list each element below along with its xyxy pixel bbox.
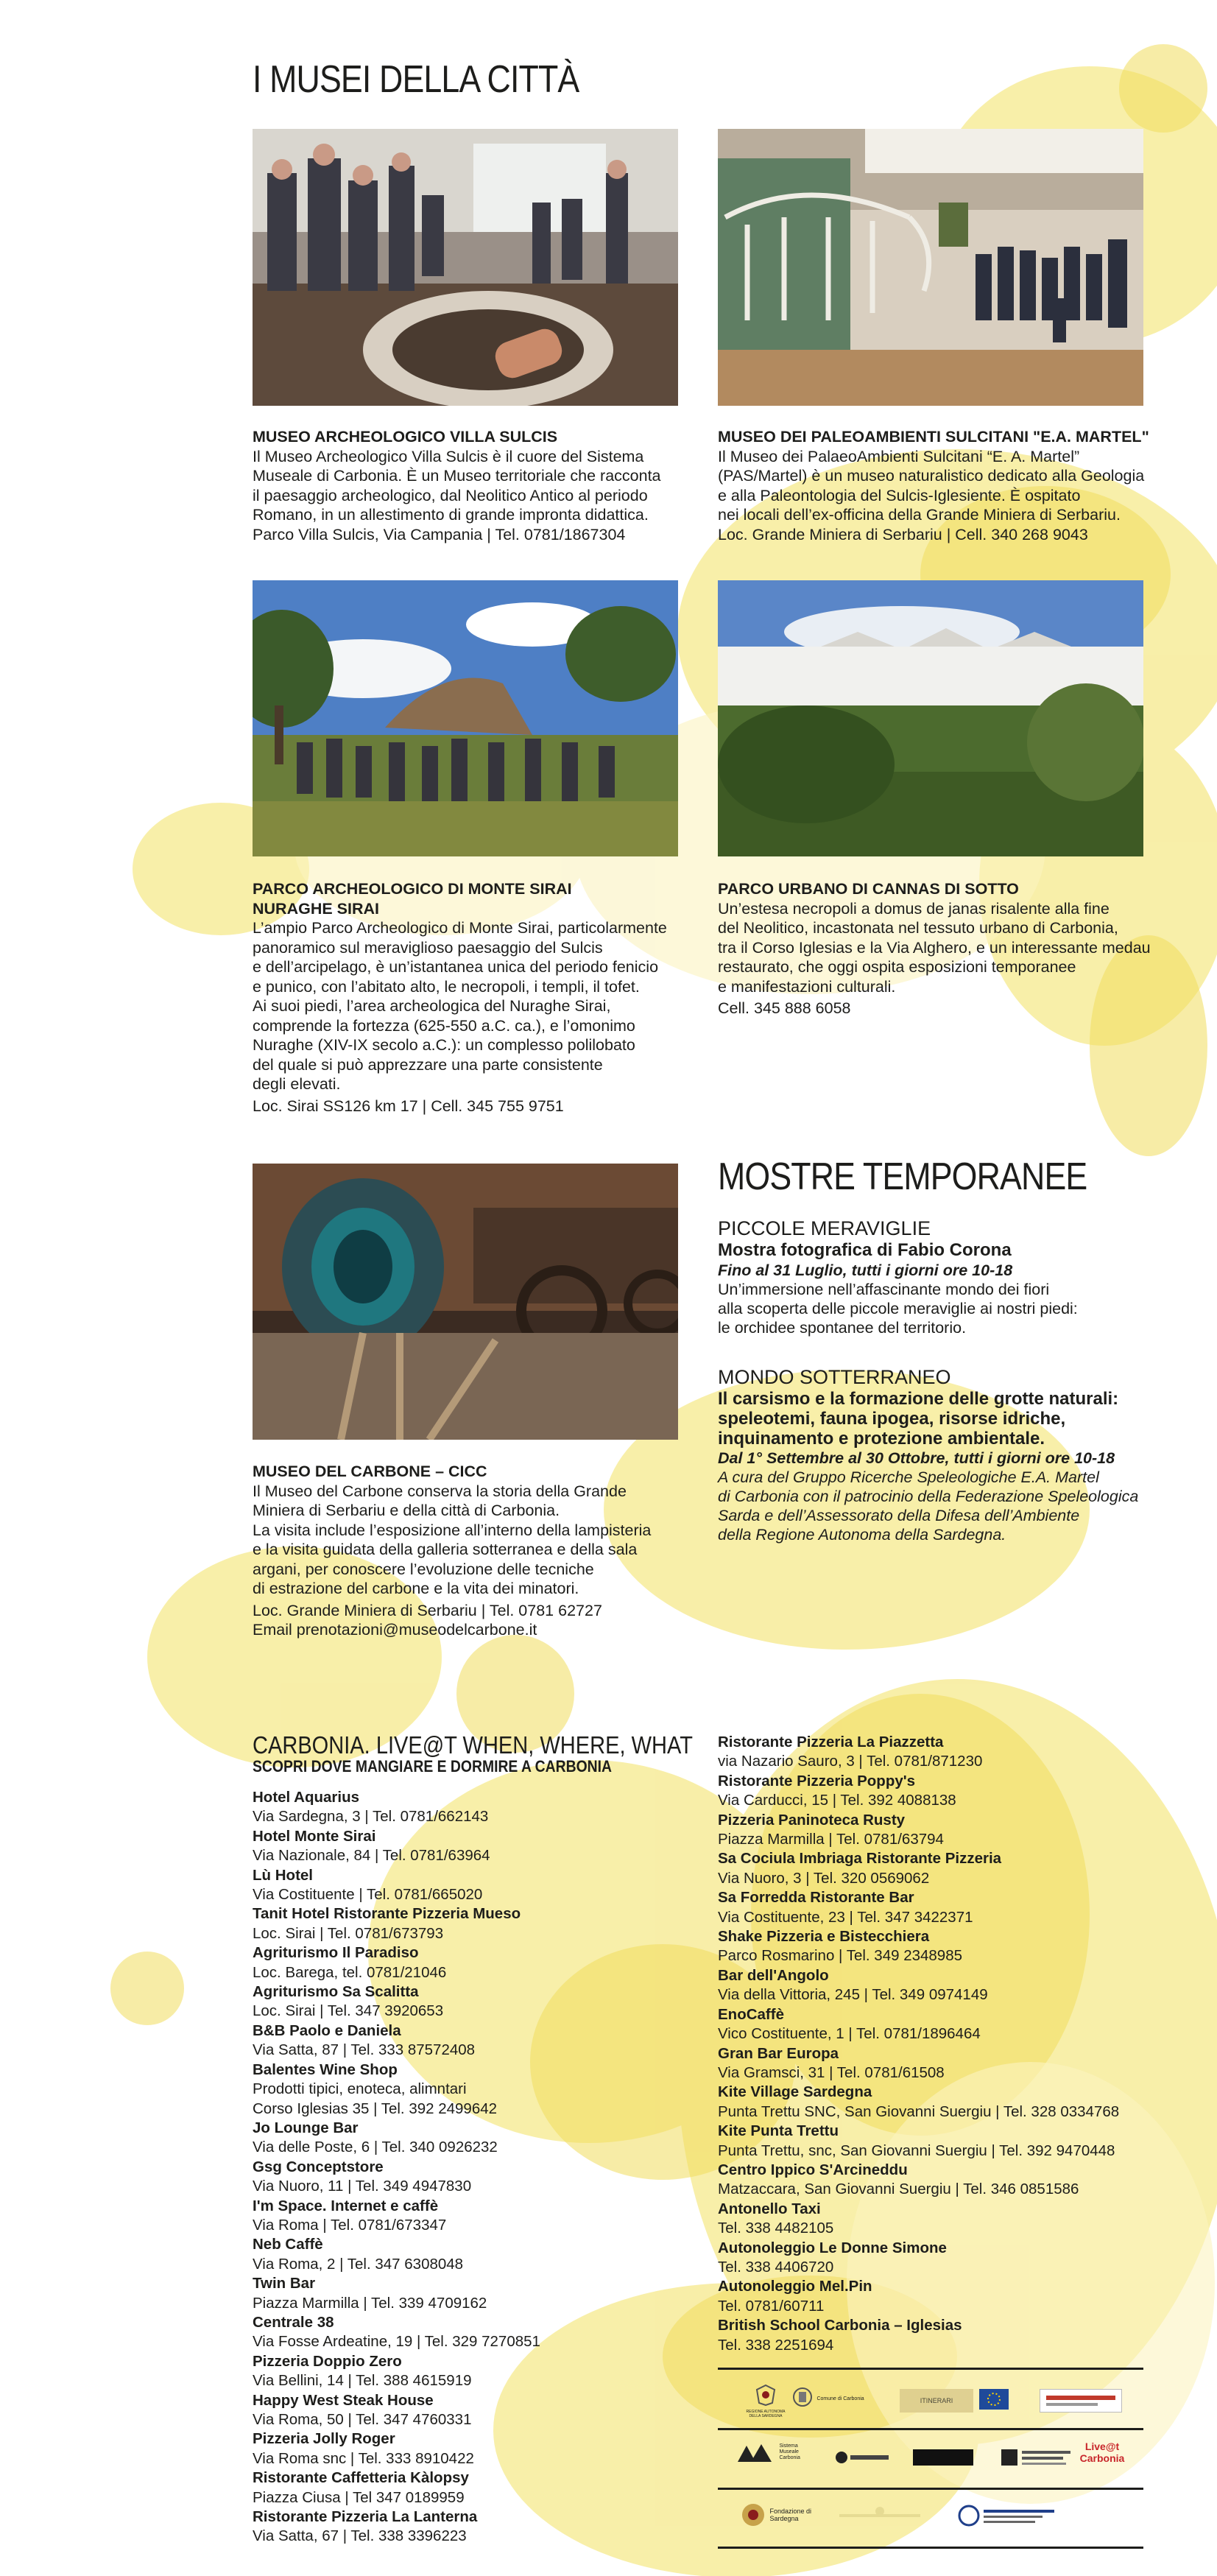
venue-info: Via Roma, 2 | Tel. 347 6308048 <box>253 2255 464 2273</box>
venue-name: Happy West Steak House <box>253 2391 434 2409</box>
museum-villa-sulcis <box>253 427 694 544</box>
venue-info: Matzaccara, San Giovanni Suergiu | Tel. 346 0851586 <box>718 2181 1079 2198</box>
partner-logo <box>839 2505 920 2527</box>
venue-name: Kite Village Sardegna <box>718 2083 872 2101</box>
venue-name: EnoCaffè <box>718 2005 784 2023</box>
venue-name: Agriturismo Il Paradiso <box>253 1944 419 1962</box>
museum-description: Il Museo del Carbone conserva la storia della Grande Miniera di Serbariu e della città di Carbonia. La visita include l’esposizione all’interno della lampisteria e la visita guidata della galleria sotterranea e della sala argani, per conoscere l’evoluzione delle tecniche di estrazione del carbone e la vita dei minatori. <box>253 1482 652 1597</box>
museum-title: MUSEO DEI PALEOAMBIENTI SULCITANI "E.A. MARTEL" <box>718 428 1149 446</box>
venue-name: Bar dell'Angolo <box>718 1966 829 1984</box>
museum-monte-sirai <box>253 879 709 1116</box>
venue-name: Hotel Aquarius <box>253 1789 360 1806</box>
venue-name: Pizzeria Paninoteca Rusty <box>718 1811 906 1829</box>
venue-name: Sa Cociula Imbriaga Ristorante Pizzeria <box>718 1850 1002 1868</box>
exhibition-description: A cura del Gruppo Ricerche Speleologiche E.A. Martel di Carbonia con il patrocinio della Federazione Speleologica Sarda e dell’Assessorato della Difesa dell’Ambiente della Regione Autonoma della Sardegna. <box>718 1468 1139 1544</box>
venue-info: Via della Vittoria, 245 | Tel. 349 0974149 <box>718 1986 988 2004</box>
venue-name: British School Carbonia – Iglesias <box>718 2317 962 2334</box>
venue-info: Tel. 338 4406720 <box>718 2258 834 2276</box>
partner-logo <box>913 2449 973 2466</box>
comune-carbonia-logo: Comune di Carbonia <box>791 2386 880 2415</box>
venue-name: Centrale 38 <box>253 2313 334 2331</box>
venue-name: Balentes Wine Shop <box>253 2061 398 2078</box>
exhibition-piccole-meraviglie <box>718 1217 1160 1337</box>
venue-info: via Nazario Sauro, 3 | Tel. 0781/871230 <box>718 1753 983 1770</box>
venue-name: Shake Pizzeria e Bistecchiera <box>718 1928 930 1946</box>
liveat-carbonia-logo: Live@t Carbonia <box>1079 2440 1125 2464</box>
museum-cannas-di-sotto <box>718 879 1189 1018</box>
museum-description: Il Museo Archeologico Villa Sulcis è il cuore del Sistema Museale di Carbonia. È un Museo territoriale che racconta il paesaggio archeologico, dal Neolitico Antico al periodo Romano, in un allestimento di grande impronta didattica. <box>253 447 661 524</box>
venue-info: Via Satta, 87 | Tel. 333 87572408 <box>253 2041 476 2059</box>
venue-info: Via Costituente | Tel. 0781/665020 <box>253 1886 483 1904</box>
partner-logo <box>834 2449 893 2466</box>
venue-info: Via Fosse Ardeatine, 19 | Tel. 329 7270851 <box>253 2333 540 2351</box>
venue-info: Piazza Marmilla | Tel. 0781/63794 <box>718 1831 944 1848</box>
museum-photo-cannas-di-sotto <box>718 580 1143 856</box>
museum-carbone <box>253 1462 709 1640</box>
museum-photo-carbone <box>253 1164 678 1440</box>
venue-info: Via Nazionale, 84 | Tel. 0781/63964 <box>253 1847 490 1865</box>
venue-name: Autonoleggio Le Donne Simone <box>718 2239 947 2256</box>
eu-flag-logo <box>979 2389 1009 2410</box>
exhibitions-title: MOSTRE TEMPORANEE <box>718 1155 1087 1198</box>
exhibition-dates: Dal 1° Settembre al 30 Ottobre, tutti i giorni ore 10-18 <box>718 1449 1115 1467</box>
logo-divider <box>718 2428 1143 2430</box>
venue-name: Agriturismo Sa Scalitta <box>253 1983 419 2001</box>
venue-info: Via Nuoro, 11 | Tel. 349 4947830 <box>253 2178 472 2195</box>
museum-description: L’ampio Parco Archeologico di Monte Sirai, particolarmente panoramico sul meraviglioso paesaggio del Sulcis e dell’arcipelago, è un’istantanea unica del periodo fenicio e punico, con l’abitato alto, le necropoli, i templi, il tofet. Ai suoi piedi, l’area archeologica del Nuraghe Sirai, comprende la fortezza (625-550 a.C. ca.), e l’omonimo Nuraghe (XIV-IX secolo a.C.): un complesso polilobato del quale si può apprezzare una parte consistente degli elevati. <box>253 919 667 1093</box>
venue-name: Gsg Conceptstore <box>253 2158 384 2175</box>
venue-name: Ristorante Caffetteria Kàlopsy <box>253 2469 469 2487</box>
fondazione-sardegna-logo: Fondazione di Sardegna <box>740 2502 828 2531</box>
venue-info: Via Roma | Tel. 0781/673347 <box>253 2216 447 2234</box>
venue-name: Neb Caffè <box>253 2236 323 2253</box>
venue-info: Via Carducci, 15 | Tel. 392 4088138 <box>718 1792 956 1809</box>
guide-subtitle: SCOPRI DOVE MANGIARE E DORMIRE A CARBONIA <box>253 1757 612 1776</box>
venue-name: Jo Lounge Bar <box>253 2119 359 2136</box>
museum-title: PARCO ARCHEOLOGICO DI MONTE SIRAI NURAGHE SIRAI <box>253 880 572 918</box>
venue-info: Vico Costituente, 1 | Tel. 0781/1896464 <box>718 2025 981 2043</box>
venue-info: Via Roma snc | Tel. 333 8910422 <box>253 2449 474 2467</box>
exhibition-description: Un’immersione nell’affascinante mondo dei fiori alla scoperta delle piccole meraviglie ai nostri piedi: le orchidee spontanee del territorio. <box>718 1281 1078 1337</box>
venue-info: Punta Trettu, snc, San Giovanni Suergiu | Tel. 392 9470448 <box>718 2142 1115 2159</box>
exhibition-name: MONDO SOTTERRANEO <box>718 1366 951 1388</box>
venue-info: Tel. 338 2251694 <box>718 2336 834 2354</box>
venue-info: Via delle Poste, 6 | Tel. 340 0926232 <box>253 2139 498 2156</box>
venue-info: Tel. 338 4482105 <box>718 2220 834 2237</box>
partner-logo <box>1001 2446 1075 2468</box>
partner-logo <box>1040 2389 1122 2413</box>
itinerari-logo: ITINERARI <box>900 2389 973 2413</box>
sistema-museale-logo: Sistema Museale Carbonia <box>736 2441 817 2474</box>
venue-name: Ristorante Pizzeria Poppy's <box>718 1772 916 1790</box>
venue-name: Centro Ippico S'Arcineddu <box>718 2161 908 2178</box>
venue-name: Hotel Monte Sirai <box>253 1827 376 1845</box>
venue-name: Autonoleggio Mel.Pin <box>718 2278 872 2295</box>
museum-title: PARCO URBANO DI CANNAS DI SOTTO <box>718 880 1019 898</box>
venue-name: Antonello Taxi <box>718 2200 821 2217</box>
venue-name: Sa Forredda Ristorante Bar <box>718 1889 914 1907</box>
exhibition-subtitle: Il carsismo e la formazione delle grotte naturali: speleotemi, fauna ipogea, risorse idriche, inquinamento e protezione ambientale. <box>718 1389 1119 1449</box>
museum-photo-monte-sirai <box>253 580 678 856</box>
venue-name: B&B Paolo e Daniela <box>253 2021 401 2039</box>
guide-list-right <box>718 1733 1189 2355</box>
ministry-culture-logo <box>957 2502 1060 2529</box>
venue-info: Via Gramsci, 31 | Tel. 0781/61508 <box>718 2063 945 2081</box>
venue-name: Ristorante Pizzeria La Lanterna <box>253 2508 478 2526</box>
exhibition-subtitle: Mostra fotografica di Fabio Corona <box>718 1240 1012 1260</box>
venue-info: Piazza Ciusa | Tel 347 0189959 <box>253 2488 465 2506</box>
venue-info: Piazza Marmilla | Tel. 339 4709162 <box>253 2294 487 2312</box>
museum-contact: Cell. 345 888 6058 <box>718 999 851 1017</box>
exhibition-dates: Fino al 31 Luglio, tutti i giorni ore 10-18 <box>718 1261 1013 1279</box>
venue-info: Via Bellini, 14 | Tel. 388 4615919 <box>253 2372 472 2390</box>
museum-description: Il Museo dei PalaeoAmbienti Sulcitani “E. A. Martel” (PAS/Martel) è un museo naturalistico dedicato alla Geologia e alla Paleontologia del Sulcis-Iglesiente. È ospitato nei locali dell’ex-officina della Grande Miniera di Serbariu. <box>718 447 1145 524</box>
venue-name: Ristorante Pizzeria La Piazzetta <box>718 1734 944 1750</box>
venue-info: Via Costituente, 23 | Tel. 347 3422371 <box>718 1908 973 1926</box>
venue-info: Tel. 0781/60711 <box>718 2297 825 2315</box>
museum-contact: Loc. Sirai SS126 km 17 | Cell. 345 755 9751 <box>253 1097 564 1115</box>
venue-info: Punta Trettu SNC, San Giovanni Suergiu | Tel. 328 0334768 <box>718 2102 1120 2120</box>
museum-photo-villa-sulcis <box>253 129 678 406</box>
museum-title: MUSEO ARCHEOLOGICO VILLA SULCIS <box>253 428 558 446</box>
venue-info: Loc. Sirai | Tel. 0781/673793 <box>253 1924 444 1942</box>
venue-info: Via Sardegna, 3 | Tel. 0781/662143 <box>253 1808 489 1826</box>
venue-name: I'm Space. Internet e caffè <box>253 2197 439 2214</box>
venue-info: Loc. Barega, tel. 0781/21046 <box>253 1963 447 1981</box>
venue-name: Tanit Hotel Ristorante Pizzeria Mueso <box>253 1905 521 1923</box>
museum-description: Un’estesa necropoli a domus de janas risalente alla fine del Neolitico, incastonata nel tessuto urbano di Carbonia, tra il Corso Iglesias e la Via Alghero, e un interessante medau restaurato, che oggi ospita esposizioni temporanee e manifestazioni culturali. <box>718 899 1151 996</box>
venue-name: Pizzeria Doppio Zero <box>253 2352 402 2370</box>
exhibition-name: PICCOLE MERAVIGLIE <box>718 1217 931 1239</box>
venue-name: Kite Punta Trettu <box>718 2122 839 2140</box>
venue-info: Via Roma, 50 | Tel. 347 4760331 <box>253 2411 472 2428</box>
museum-title: MUSEO DEL CARBONE – CICC <box>253 1463 487 1480</box>
venue-name: Gran Bar Europa <box>718 2044 839 2062</box>
exhibition-mondo-sotterraneo <box>718 1365 1189 1544</box>
logo-divider <box>718 2488 1143 2490</box>
venue-name: Lù Hotel <box>253 1866 313 1884</box>
venue-info: Via Nuoro, 3 | Tel. 320 0569062 <box>718 1869 930 1887</box>
venue-name: Twin Bar <box>253 2275 316 2292</box>
venue-info: Prodotti tipici, enoteca, alimntari Corso Iglesias 35 | Tel. 392 2499642 <box>253 2080 498 2117</box>
museum-contact: Parco Villa Sulcis, Via Campania | Tel. 0781/1867304 <box>253 525 626 543</box>
venue-info: Via Satta, 67 | Tel. 338 3396223 <box>253 2527 467 2545</box>
museum-contact: Loc. Grande Miniera di Serbariu | Tel. 0781 62727 Email prenotazioni@museodelcarbone.it <box>253 1601 602 1639</box>
museum-paleoambienti <box>718 427 1189 544</box>
logo-divider <box>718 2368 1143 2370</box>
logo-divider <box>718 2547 1143 2549</box>
museum-contact: Loc. Grande Miniera di Serbariu | Cell. 340 268 9043 <box>718 525 1088 543</box>
venue-name: Pizzeria Jolly Roger <box>253 2430 395 2448</box>
region-sardinia-logo: REGIONE AUTONOMA DELLA SARDEGNA <box>744 2384 788 2418</box>
museum-photo-paleoambienti <box>718 129 1143 406</box>
guide-list-left <box>253 1788 694 2547</box>
venue-info: Loc. Sirai | Tel. 347 3920653 <box>253 2002 444 2020</box>
page-title: I MUSEI DELLA CITTÀ <box>253 58 579 101</box>
guide-title: CARBONIA. LIVE@T WHEN, WHERE, WHAT <box>253 1731 693 1759</box>
venue-info: Parco Rosmarino | Tel. 349 2348985 <box>718 1947 963 1965</box>
